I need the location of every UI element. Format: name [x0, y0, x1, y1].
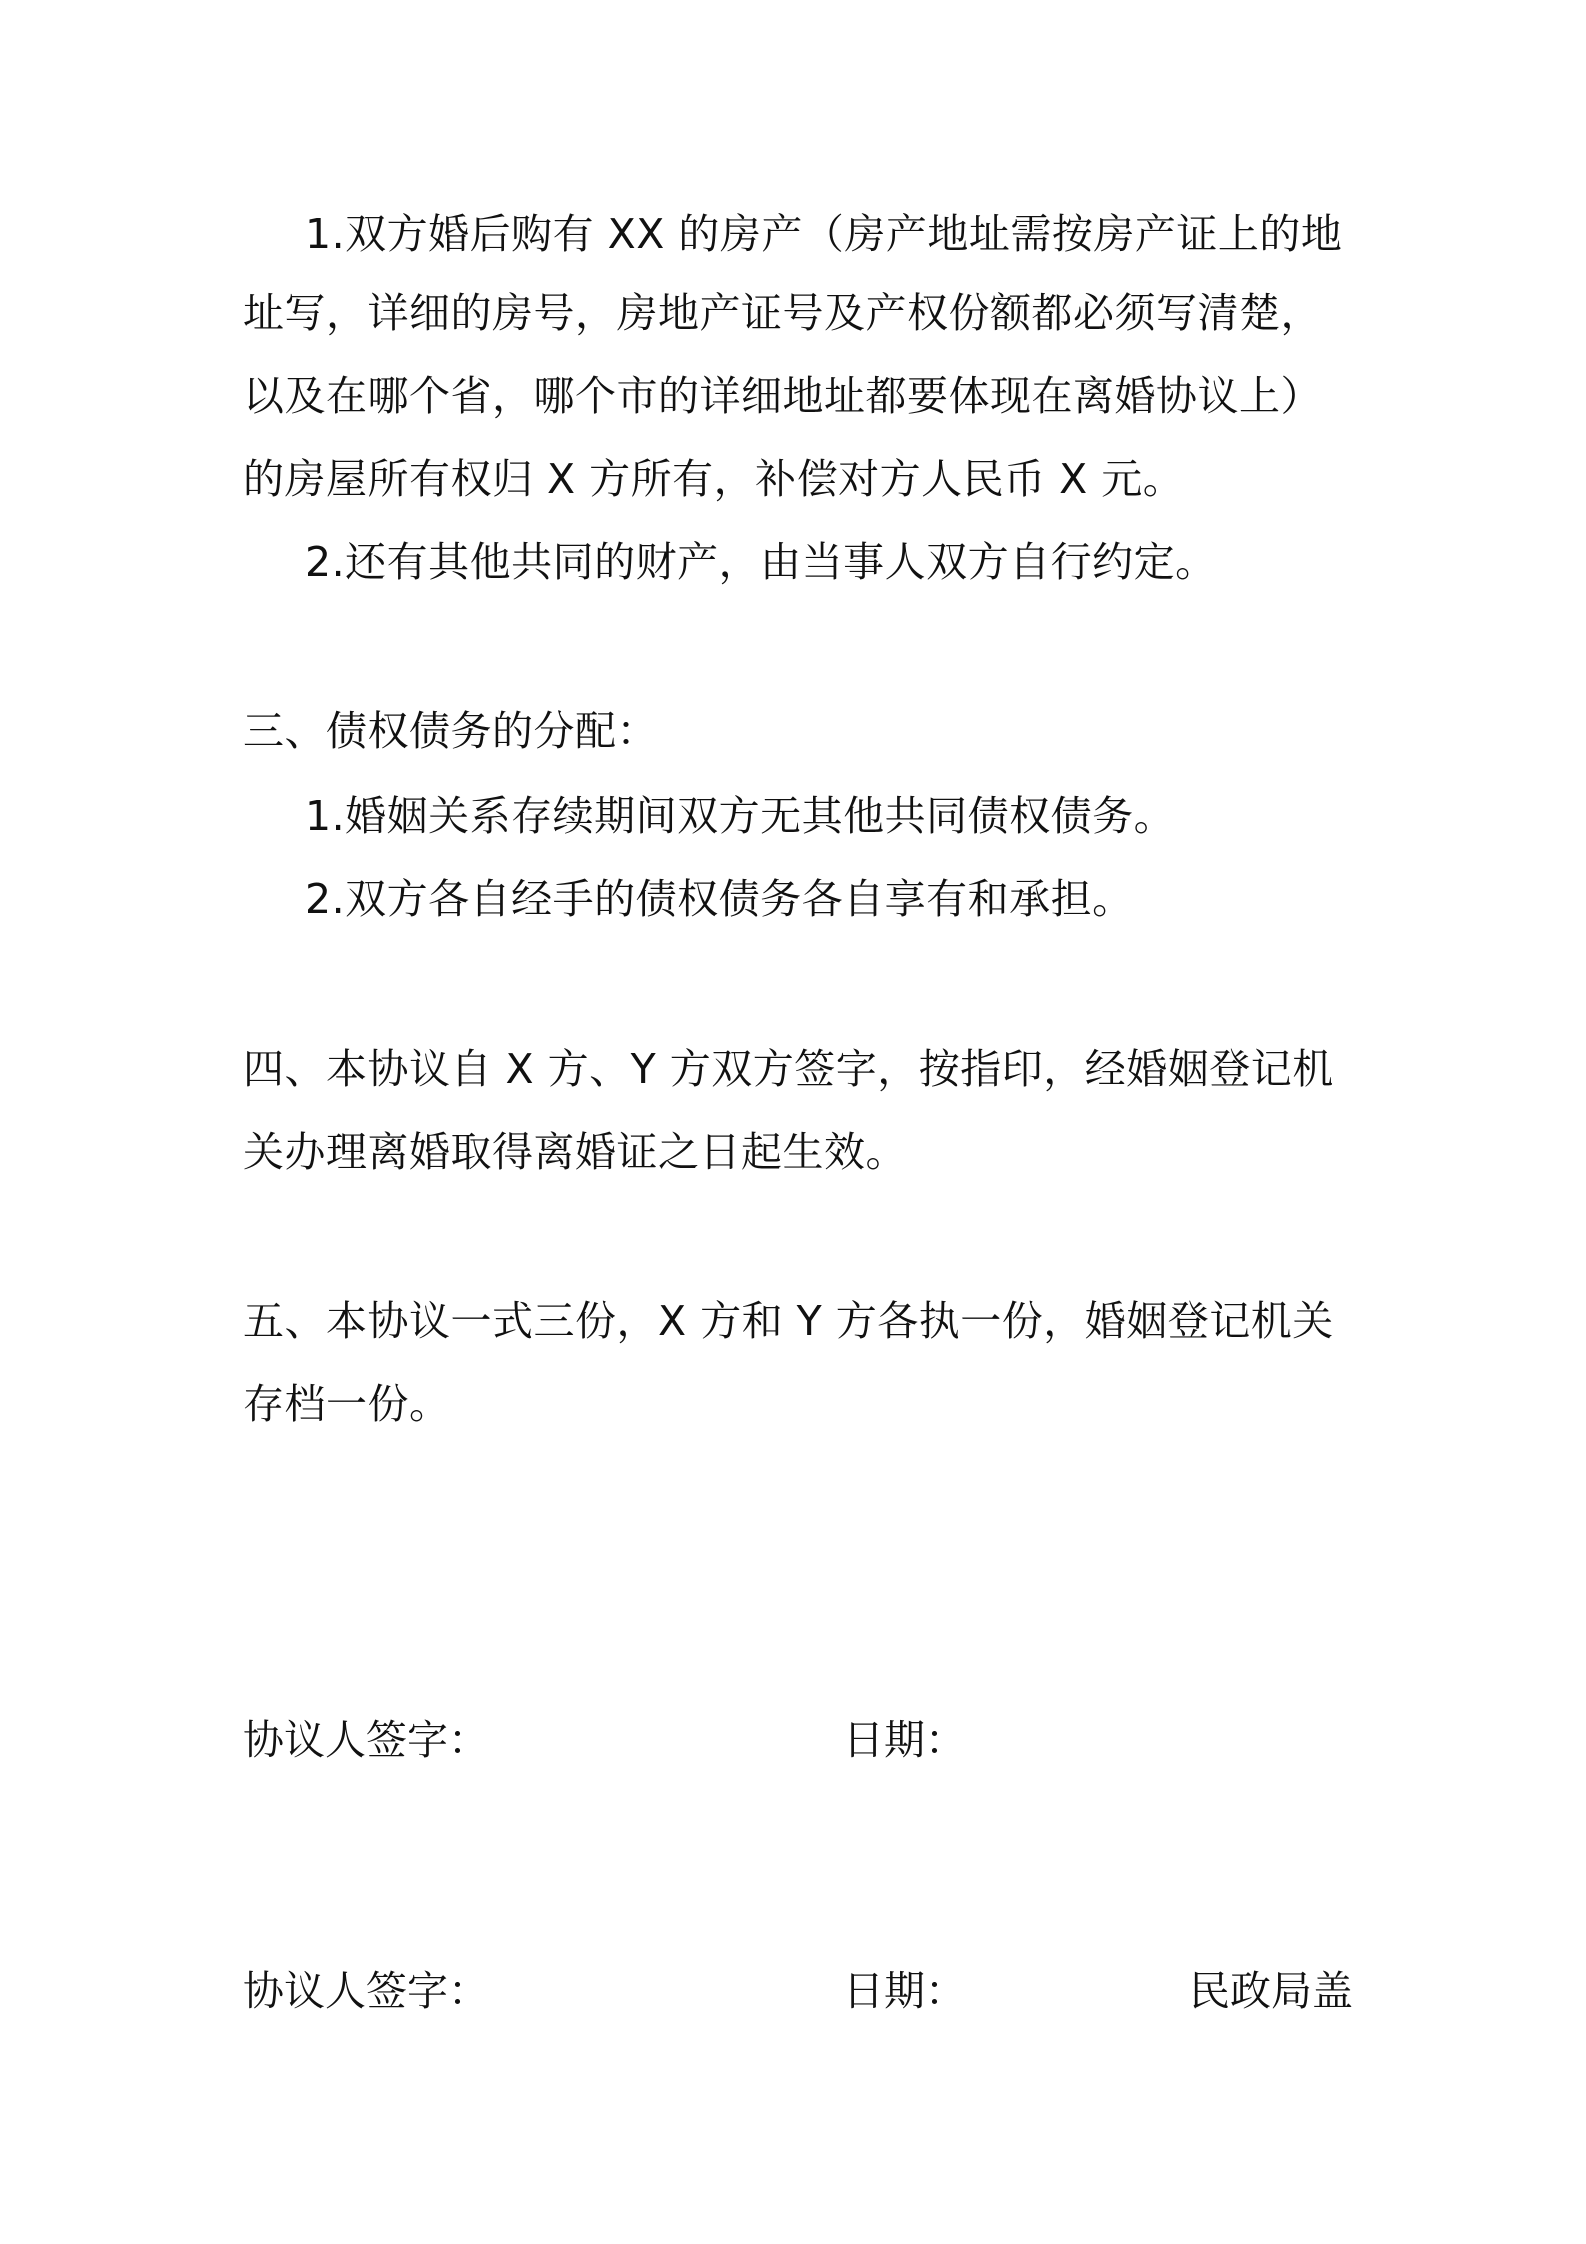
section-4-line-1: 四、本协议自 X 方、Y 方双方签字，按指印，经婚姻登记机: [243, 1045, 1334, 1093]
section-4-line-2: 关办理离婚取得离婚证之日起生效。: [243, 1128, 907, 1176]
section-3-heading: 三、债权债务的分配：: [243, 707, 658, 755]
property-item-1-line-1: 1.双方婚后购有 XX 的房产（房产地址需按房产证上的地: [305, 210, 1343, 258]
signature-row-1: [243, 1714, 1353, 1766]
date-label-1: 日期：: [843, 1716, 966, 1764]
property-item-1-line-3: 以及在哪个省，哪个市的详细地址都要体现在离婚协议上）: [243, 372, 1322, 420]
section-5-line-2: 存档一份。: [243, 1380, 451, 1428]
date-label-2: 日期：: [843, 1967, 966, 2015]
signer-label-2: 协议人签字：: [243, 1967, 489, 2015]
section-3-item-2: 2.双方各自经手的债权债务各自享有和承担。: [305, 875, 1134, 923]
property-item-2: 2.还有其他共同的财产，由当事人双方自行约定。: [305, 538, 1217, 586]
property-item-1-line-2: 址写，详细的房号，房地产证号及产权份额都必须写清楚，: [243, 289, 1322, 337]
seal-label: 民政局盖: [1189, 1967, 1353, 2015]
signer-label-1: 协议人签字：: [243, 1716, 489, 1764]
signature-row-2: [243, 1965, 1353, 2017]
section-5-line-1: 五、本协议一式三份，X 方和 Y 方各执一份，婚姻登记机关: [243, 1297, 1334, 1345]
property-item-1-line-4: 的房屋所有权归 X 方所有，补偿对方人民币 X 元。: [243, 455, 1185, 503]
section-3-item-1: 1.婚姻关系存续期间双方无其他共同债权债务。: [305, 792, 1176, 840]
